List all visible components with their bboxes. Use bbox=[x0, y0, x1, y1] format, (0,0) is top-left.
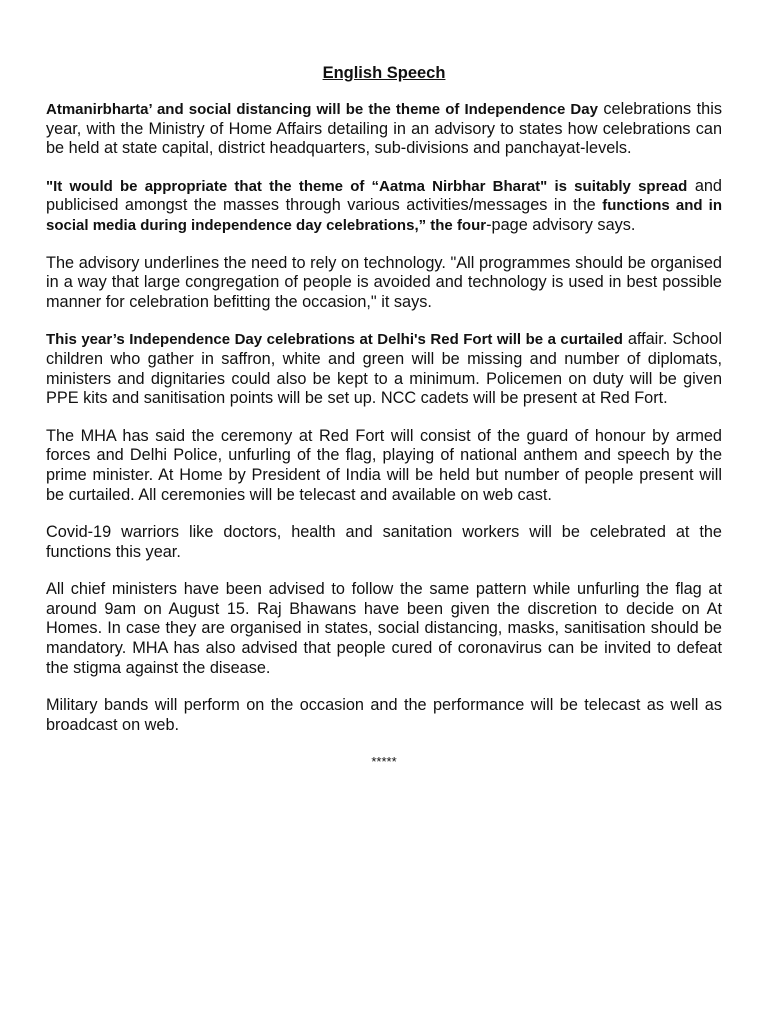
paragraph-1 bbox=[46, 100, 722, 159]
paragraph-2-bold-lead-2: functions and in social media during independence day celebrations,” the four bbox=[46, 197, 722, 234]
paragraph-6-text: Covid-19 warriors like doctors, health and sanitation workers will be celebrated at the functions this year. bbox=[46, 523, 722, 561]
paragraph-5-text: The MHA has said the ceremony at Red Fort will consist of the guard of honour by armed forces and Delhi Police, unfurling of the flag, playing of national anthem and speech by the prime minister. At Home by President of India will be held but number of people present will be curtailed. All ceremonies will be telecast and available on web cast. bbox=[46, 426, 722, 504]
paragraph-8-text: Military bands will perform on the occasion and the performance will be telecast as well as broadcast on web. bbox=[46, 696, 722, 734]
paragraph-7 bbox=[46, 580, 722, 678]
paragraph-1-bold-lead: Atmanirbharta’ and social distancing will be the theme of Independence Day bbox=[46, 101, 598, 118]
paragraph-2-bold-lead: "It would be appropriate that the theme of “Aatma Nirbhar Bharat" is suitably spread bbox=[46, 177, 688, 195]
paragraph-4 bbox=[46, 330, 722, 408]
end-marker: ***** bbox=[371, 754, 397, 770]
paragraph-2-text: -page advisory says. bbox=[486, 215, 636, 234]
document-title: English Speech bbox=[322, 64, 446, 82]
paragraph-4-bold-lead: This year’s Independence Day celebrations at Delhi's Red Fort will be a curtailed bbox=[46, 331, 623, 349]
paragraph-6 bbox=[46, 523, 722, 562]
document-page bbox=[46, 62, 722, 771]
paragraph-3-text: The advisory underlines the need to rely on technology. "All programmes should be organised in a way that large congregation of people is avoided and technology is used in best possible manner for celebration befitting the occasion," it says. bbox=[46, 253, 722, 311]
paragraph-2 bbox=[46, 177, 722, 236]
paragraph-1-text: celebrations this year, with the Ministry of Home Affairs detailing in an advisory to states how celebrations can be held at state capital, district headquarters, sub-divisions and panchayat-levels. bbox=[46, 100, 722, 158]
paragraph-3 bbox=[46, 254, 722, 313]
paragraph-7-text: All chief ministers have been advised to follow the same pattern while unfurling the flag at around 9am on August 15. Raj Bhawans have been given the discretion to decide on At Homes. In case they are organised in states, social distancing, masks, sanitisation should be mandatory. MHA has also advised that people cured of coronavirus can be invited to defeat the stigma against the disease. bbox=[46, 580, 722, 677]
paragraph-2-text-middle: and publicised amongst the masses through various activities/messages in the bbox=[46, 176, 722, 215]
paragraph-8 bbox=[46, 696, 722, 735]
paragraph-4-text: affair. School children who gather in saffron, white and green will be missing and number of diplomats, ministers and dignitaries could also be kept to a minimum. Policemen on duty will be given PPE kits and sanitisation points will be set up. NCC cadets will be present at Red Fort. bbox=[46, 330, 722, 408]
paragraph-5 bbox=[46, 427, 722, 505]
